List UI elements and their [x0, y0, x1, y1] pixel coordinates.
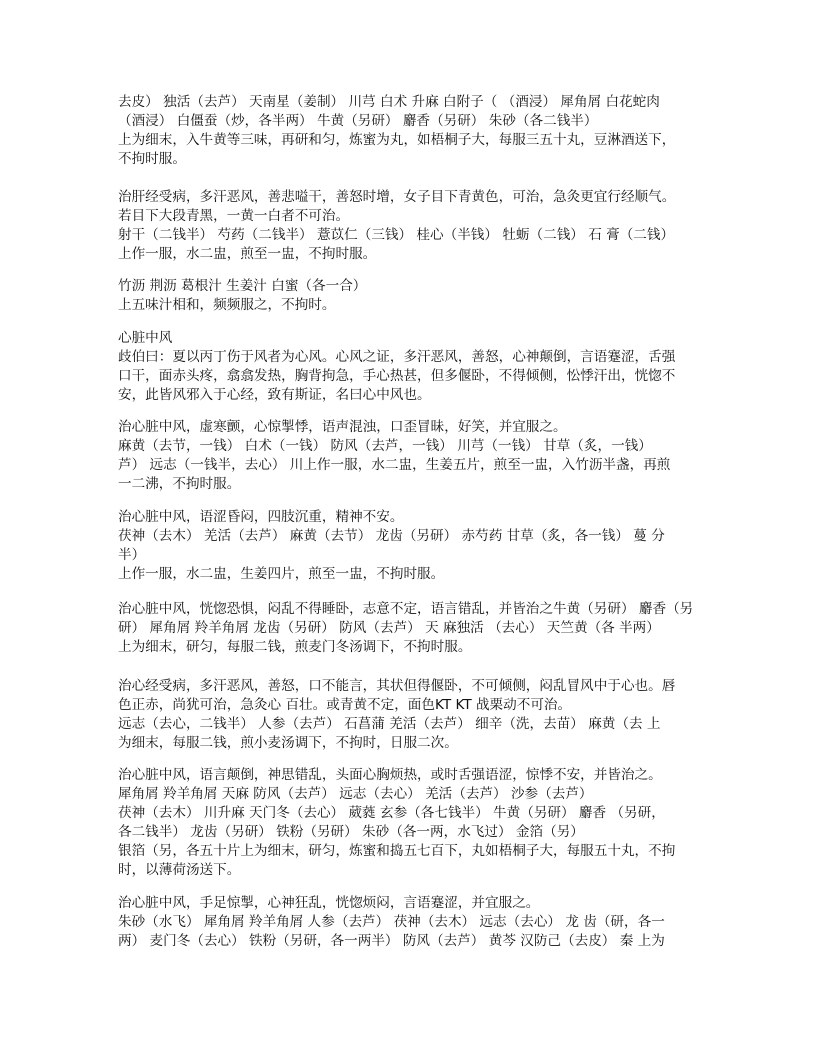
text-paragraph	[118, 677, 708, 753]
text-line: 上为细末，研匀，每服二钱，煎麦门冬汤调下，不拘时服。	[118, 639, 472, 655]
text-line: 歧伯曰：夏以丙丁伤于风者为心风。心风之证，多汗恶风，善怒，心神颠倒，言语蹇涩，舌强	[118, 349, 676, 365]
text-line: 朱砂（水飞） 犀角屑 羚羊角屑 人参（去芦） 茯神（去木） 远志（去心） 龙 齿（研，各一	[118, 914, 665, 930]
text-line: 上为细末，入牛黄等三味，再研和匀，炼蜜为丸，如梧桐子大，每服三五十丸，豆淋酒送下，	[118, 132, 676, 148]
text-line: 去皮） 独活（去芦） 天南星（姜制） 川芎 白术 升麻 白附子（ （酒浸） 犀角屑 白花蛇肉	[118, 94, 660, 110]
text-line: （酒浸） 白僵蚕（炒，各半两） 牛黄（另研） 麝香（另研） 朱砂（各二钱半）	[118, 113, 598, 129]
section-title: 心脏中风	[118, 330, 173, 346]
text-line: 时，以薄荷汤送下。	[118, 862, 241, 878]
text-line: 银箔（另，各五十片上为细末，研匀，炼蜜和捣五七百下，丸如梧桐子大，每服五十丸，不拘	[118, 843, 676, 859]
text-line: 治心脏中风，虚寒颤，心惊掣悸，语声混浊，口歪冒昧，好笑，并宜服之。	[118, 419, 567, 435]
text-line: 治心脏中风，恍惚恐惧，闷乱不得睡卧，志意不定，语言错乱，并皆治之牛黄（另研） 麝香（另	[118, 601, 694, 617]
text-paragraph	[118, 766, 708, 880]
text-line: 研） 犀角屑 羚羊角屑 龙齿（另研） 防风（去芦） 天 麻独活 （去心） 天竺黄（各 半两）	[118, 620, 660, 636]
text-line: 半）	[118, 547, 146, 563]
text-line: 茯神（去木） 羌活（去芦） 麻黄（去节） 龙齿（另研） 赤芍药 甘草（炙，各一钱） 蔓 分	[118, 528, 665, 544]
text-paragraph	[118, 93, 708, 169]
text-line: 一二沸，不拘时服。	[118, 476, 241, 492]
text-line: 犀角屑 羚羊角屑 天麻 防风（去芦） 远志（去心） 羌活（去芦） 沙参（去芦）	[118, 786, 593, 802]
text-line: 上作一服，水二盅，生姜四片，煎至一盅，不拘时服。	[118, 566, 445, 582]
text-line: 治心经受病，多汗恶风，善怒，口不能言，其状但得偃卧，不可倾侧，闷乱冒风中于心也。唇	[118, 678, 676, 694]
text-paragraph	[118, 600, 708, 657]
text-line: 安，此皆风邪入于心经，致有斯证，名曰心中风也。	[118, 387, 431, 403]
text-paragraph	[118, 508, 708, 584]
text-line: 治心脏中风，语言颠倒，神思错乱，头面心胸烦热，或时舌强语涩，惊悸不安，并皆治之。	[118, 767, 662, 783]
text-line: 不拘时服。	[118, 151, 186, 167]
text-line: 若目下大段青黑，一黄一白者不可治。	[118, 208, 350, 224]
text-line: 治心脏中风，手足惊掣，心神狂乱，恍惚烦闷，言语蹇涩，并宜服之。	[118, 895, 540, 911]
text-paragraph	[118, 894, 708, 951]
text-line: 口干，面赤头疼，翕翕发热，胸背拘急，手心热甚，但多偃卧，不得倾侧，忪悸汗出，恍惚不	[118, 368, 676, 384]
text-line: 治心脏中风，语涩昏闷，四肢沉重，精神不安。	[118, 509, 404, 525]
text-line: 为细末，每服二钱，煎小麦汤调下，不拘时，日服二次。	[118, 735, 458, 751]
text-line: 射干（二钱半） 芍药（二钱半） 薏苡仁（三钱） 桂心（半钱） 牡蛎（二钱） 石 膏（二钱）	[118, 227, 675, 243]
text-paragraph	[118, 188, 708, 264]
text-line: 芦） 远志（一钱半，去心） 川上作一服，水二盅，生姜五片，煎至一盅，入竹沥半盏，再煎	[118, 457, 671, 473]
text-line: 色正赤，尚犹可治，急灸心 百壮。或青黄不定，面色KT KT 战栗动不可治。	[118, 697, 572, 713]
text-line: 上五味汁相和，频频服之，不拘时。	[118, 297, 336, 313]
text-line: 竹沥 荆沥 葛根汁 生姜汁 白蜜（各一合）	[118, 278, 367, 294]
text-line: 治肝经受病，多汗恶风，善悲嗌干，善怒时增，女子目下青黄色，可治，急灸更宜行经顺气。	[118, 189, 676, 205]
text-line: 麻黄（去节，一钱） 白术（一钱） 防风（去芦，一钱） 川芎（一钱） 甘草（炙，一钱）	[118, 438, 652, 454]
text-line: 远志（去心，二钱半） 人参（去芦） 石菖蒲 羌活（去芦） 细辛（洗，去苗） 麻黄（去 上	[118, 716, 661, 732]
text-line: 上作一服，水二盅，煎至一盅，不拘时服。	[118, 246, 377, 262]
section-heading-paragraph	[118, 329, 708, 405]
text-paragraph	[118, 277, 708, 315]
text-line: 各二钱半） 龙齿（另研） 铁粉（另研） 朱砂（各一两，水飞过） 金箔（另）	[118, 824, 584, 840]
text-line: 茯神（去木） 川升麻 天门冬（去心） 葳蕤 玄参（各七钱半） 牛黄（另研） 麝香 （另研，	[118, 805, 665, 821]
text-paragraph	[118, 418, 708, 494]
text-line: 两） 麦门冬（去心） 铁粉（另研，各一两半） 防风（去芦） 黄芩 汉防己（去皮） 秦 上为	[118, 933, 665, 949]
